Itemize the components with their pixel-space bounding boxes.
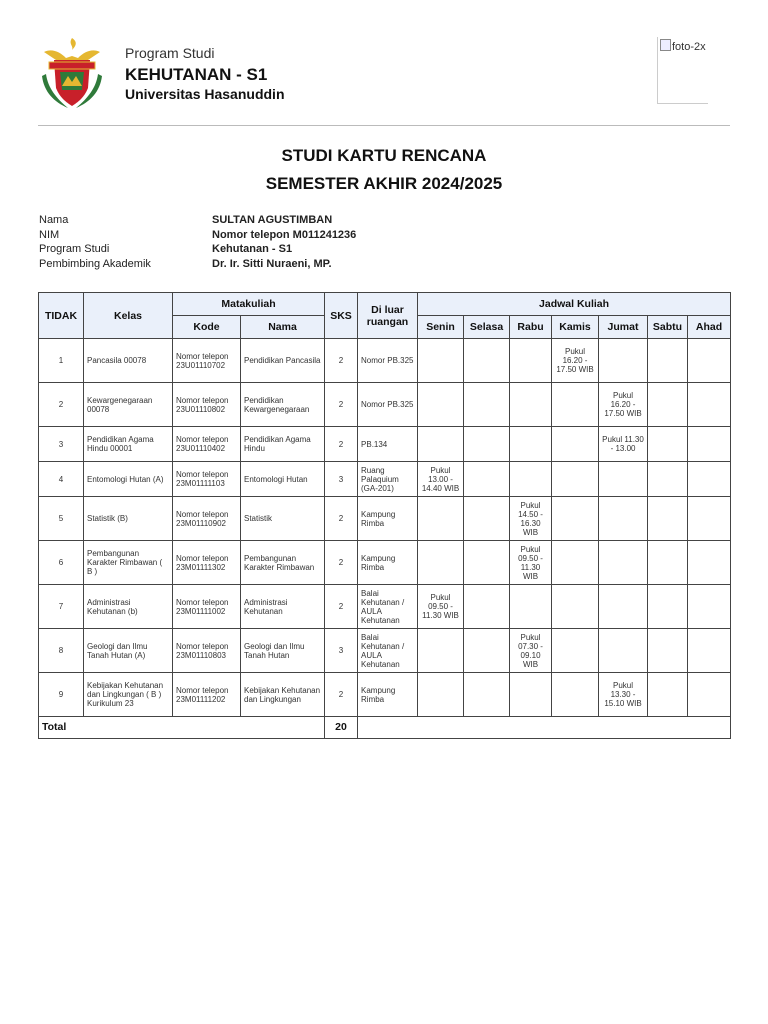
col-header-senin: Senin xyxy=(418,316,464,339)
cell-ahad xyxy=(688,497,731,541)
info-row-program xyxy=(39,243,356,258)
col-header-kelas: Kelas xyxy=(84,293,173,339)
university-logo-icon xyxy=(38,36,106,110)
cell-no: 3 xyxy=(39,427,84,462)
cell-nama: Pendidikan Kewargenegaraan xyxy=(241,383,325,427)
cell-nama: Statistik xyxy=(241,497,325,541)
cell-kamis xyxy=(552,585,599,629)
student-info xyxy=(39,214,356,272)
cell-senin xyxy=(418,427,464,462)
cell-jumat xyxy=(599,339,648,383)
cell-senin: Pukul 09.50 - 11.30 WIB xyxy=(418,585,464,629)
table-row xyxy=(39,541,731,585)
table-row xyxy=(39,462,731,497)
cell-ahad xyxy=(688,541,731,585)
info-label: NIM xyxy=(39,228,60,241)
program-name: KEHUTANAN - S1 xyxy=(125,65,268,84)
cell-nama: Geologi dan Ilmu Tanah Hutan xyxy=(241,629,325,673)
cell-kamis xyxy=(552,427,599,462)
cell-kamis: Pukul 16.20 - 17.50 WIB xyxy=(552,339,599,383)
col-header-jadwal: Jadwal Kuliah xyxy=(418,293,731,316)
cell-kelas: Statistik (B) xyxy=(84,497,173,541)
cell-senin xyxy=(418,339,464,383)
col-header-kode: Kode xyxy=(173,316,241,339)
cell-rabu xyxy=(510,673,552,717)
cell-sabtu xyxy=(648,383,688,427)
cell-selasa xyxy=(464,427,510,462)
cell-kamis xyxy=(552,629,599,673)
total-row xyxy=(39,717,731,739)
cell-nama: Pendidikan Pancasila xyxy=(241,339,325,383)
cell-kelas: Pancasila 00078 xyxy=(84,339,173,383)
cell-no: 4 xyxy=(39,462,84,497)
cell-rabu xyxy=(510,585,552,629)
cell-no: 1 xyxy=(39,339,84,383)
cell-ahad xyxy=(688,585,731,629)
cell-ahad xyxy=(688,339,731,383)
cell-sabtu xyxy=(648,585,688,629)
cell-kode: Nomor telepon 23M01111302 xyxy=(173,541,241,585)
cell-ruangan: Kampung Rimba xyxy=(358,497,418,541)
info-row-name xyxy=(39,214,356,229)
info-value: Kehutanan - S1 xyxy=(212,243,293,255)
cell-sks: 2 xyxy=(325,541,358,585)
cell-sks: 2 xyxy=(325,427,358,462)
cell-selasa xyxy=(464,541,510,585)
cell-no: 9 xyxy=(39,673,84,717)
cell-sks: 2 xyxy=(325,339,358,383)
cell-ruangan: Nomor PB.325 xyxy=(358,383,418,427)
cell-kelas: Entomologi Hutan (A) xyxy=(84,462,173,497)
info-label: Nama xyxy=(39,214,69,226)
table-row xyxy=(39,585,731,629)
col-header-sabtu: Sabtu xyxy=(648,316,688,339)
cell-rabu xyxy=(510,339,552,383)
cell-jumat: Pukul 16.20 - 17.50 WIB xyxy=(599,383,648,427)
cell-selasa xyxy=(464,629,510,673)
cell-sabtu xyxy=(648,673,688,717)
cell-sks: 3 xyxy=(325,462,358,497)
cell-kelas: Kebijakan Kehutanan dan Lingkungan ( B ) Kurikulum 23 xyxy=(84,673,173,717)
table-row xyxy=(39,673,731,717)
col-header-sks: SKS xyxy=(325,293,358,339)
cell-kelas: Administrasi Kehutanan (b) xyxy=(84,585,173,629)
cell-sabtu xyxy=(648,541,688,585)
cell-rabu xyxy=(510,383,552,427)
cell-sks: 2 xyxy=(325,497,358,541)
cell-sks: 2 xyxy=(325,383,358,427)
document-header xyxy=(38,34,730,114)
cell-kelas: Kewargenegaraan 00078 xyxy=(84,383,173,427)
university-name: Universitas Hasanuddin xyxy=(125,86,285,102)
cell-sabtu xyxy=(648,497,688,541)
cell-kode: Nomor telepon 23M01111002 xyxy=(173,585,241,629)
semester-title: SEMESTER AKHIR 2024/2025 xyxy=(265,174,503,193)
cell-kelas: Pendidikan Agama Hindu 00001 xyxy=(84,427,173,462)
cell-ahad xyxy=(688,427,731,462)
cell-nama: Pendidikan Agama Hindu xyxy=(241,427,325,462)
cell-jumat xyxy=(599,497,648,541)
cell-ruangan: PB.134 xyxy=(358,427,418,462)
table-row xyxy=(39,629,731,673)
cell-jumat xyxy=(599,585,648,629)
cell-kamis xyxy=(552,541,599,585)
cell-ahad xyxy=(688,383,731,427)
cell-senin xyxy=(418,497,464,541)
cell-ruangan: Balai Kehutanan / AULA Kehutanan xyxy=(358,585,418,629)
total-empty xyxy=(358,717,731,739)
cell-rabu: Pukul 09.50 - 11.30 WIB xyxy=(510,541,552,585)
cell-kode: Nomor telepon 23M01110902 xyxy=(173,497,241,541)
cell-ahad xyxy=(688,673,731,717)
cell-selasa xyxy=(464,383,510,427)
cell-nama: Kebijakan Kehutanan dan Lingkungan xyxy=(241,673,325,717)
cell-nama: Pembangunan Karakter Rimbawan xyxy=(241,541,325,585)
cell-kode: Nomor telepon 23U01110802 xyxy=(173,383,241,427)
col-header-ahad: Ahad xyxy=(688,316,731,339)
col-header-jumat: Jumat xyxy=(599,316,648,339)
col-header-matakuliah: Matakuliah xyxy=(173,293,325,316)
info-row-advisor xyxy=(39,258,356,273)
cell-kode: Nomor telepon 23U01110702 xyxy=(173,339,241,383)
cell-ruangan: Kampung Rimba xyxy=(358,673,418,717)
document-title: STUDI KARTU RENCANA xyxy=(281,146,487,165)
info-row-nim xyxy=(39,229,356,244)
cell-nama: Administrasi Kehutanan xyxy=(241,585,325,629)
col-header-ruangan: Di luar ruangan xyxy=(358,293,418,339)
col-header-nama: Nama xyxy=(241,316,325,339)
cell-sks: 2 xyxy=(325,585,358,629)
cell-rabu: Pukul 14.50 - 16.30 WIB xyxy=(510,497,552,541)
cell-kelas: Geologi dan Ilmu Tanah Hutan (A) xyxy=(84,629,173,673)
cell-sabtu xyxy=(648,462,688,497)
info-value: Dr. Ir. Sitti Nuraeni, MP. xyxy=(212,257,332,270)
cell-selasa xyxy=(464,673,510,717)
table-row xyxy=(39,383,731,427)
cell-no: 6 xyxy=(39,541,84,585)
cell-ruangan: Ruang Palaquium (GA-201) xyxy=(358,462,418,497)
cell-jumat xyxy=(599,462,648,497)
info-label: Pembimbing Akademik xyxy=(39,257,151,270)
col-header-kamis: Kamis xyxy=(552,316,599,339)
cell-sks: 3 xyxy=(325,629,358,673)
total-label: Total xyxy=(39,717,325,739)
program-label: Program Studi xyxy=(125,45,215,61)
cell-kode: Nomor telepon 23M01111202 xyxy=(173,673,241,717)
info-label: Program Studi xyxy=(39,243,110,255)
cell-senin xyxy=(418,629,464,673)
cell-selasa xyxy=(464,585,510,629)
cell-no: 8 xyxy=(39,629,84,673)
cell-ahad xyxy=(688,629,731,673)
cell-senin xyxy=(418,541,464,585)
cell-sabtu xyxy=(648,339,688,383)
student-photo xyxy=(657,37,708,104)
cell-sabtu xyxy=(648,629,688,673)
cell-kode: Nomor telepon 23U01110402 xyxy=(173,427,241,462)
cell-nama: Entomologi Hutan xyxy=(241,462,325,497)
cell-ahad xyxy=(688,462,731,497)
cell-no: 7 xyxy=(39,585,84,629)
krs-table xyxy=(38,292,731,739)
photo-alt-text: foto-2x xyxy=(672,41,706,53)
cell-no: 2 xyxy=(39,383,84,427)
cell-ruangan: Balai Kehutanan / AULA Kehutanan xyxy=(358,629,418,673)
col-header-no: TIDAK xyxy=(39,293,84,339)
cell-no: 5 xyxy=(39,497,84,541)
cell-sks: 2 xyxy=(325,673,358,717)
cell-kelas: Pembangunan Karakter Rimbawan ( B ) xyxy=(84,541,173,585)
cell-senin xyxy=(418,383,464,427)
cell-selasa xyxy=(464,462,510,497)
cell-kode: Nomor telepon 23M01110803 xyxy=(173,629,241,673)
cell-jumat: Pukul 11.30 - 13.00 xyxy=(599,427,648,462)
cell-senin xyxy=(418,673,464,717)
table-row xyxy=(39,427,731,462)
cell-rabu: Pukul 07.30 - 09.10 WIB xyxy=(510,629,552,673)
cell-selasa xyxy=(464,339,510,383)
cell-kamis xyxy=(552,497,599,541)
cell-rabu xyxy=(510,462,552,497)
info-value: SULTAN AGUSTIMBAN xyxy=(212,214,333,226)
cell-kamis xyxy=(552,462,599,497)
cell-senin: Pukul 13.00 - 14.40 WIB xyxy=(418,462,464,497)
cell-kamis xyxy=(552,383,599,427)
col-header-rabu: Rabu xyxy=(510,316,552,339)
cell-sabtu xyxy=(648,427,688,462)
broken-image-icon xyxy=(660,39,671,51)
cell-jumat xyxy=(599,541,648,585)
cell-selasa xyxy=(464,497,510,541)
cell-ruangan: Kampung Rimba xyxy=(358,541,418,585)
col-header-selasa: Selasa xyxy=(464,316,510,339)
cell-jumat xyxy=(599,629,648,673)
cell-jumat: Pukul 13.30 - 15.10 WIB xyxy=(599,673,648,717)
total-sks: 20 xyxy=(325,717,358,739)
cell-kode: Nomor telepon 23M01111103 xyxy=(173,462,241,497)
cell-rabu xyxy=(510,427,552,462)
cell-kamis xyxy=(552,673,599,717)
info-value: Nomor telepon M011241236 xyxy=(212,228,357,241)
header-divider xyxy=(38,125,730,126)
table-row xyxy=(39,497,731,541)
table-row xyxy=(39,339,731,383)
cell-ruangan: Nomor PB.325 xyxy=(358,339,418,383)
